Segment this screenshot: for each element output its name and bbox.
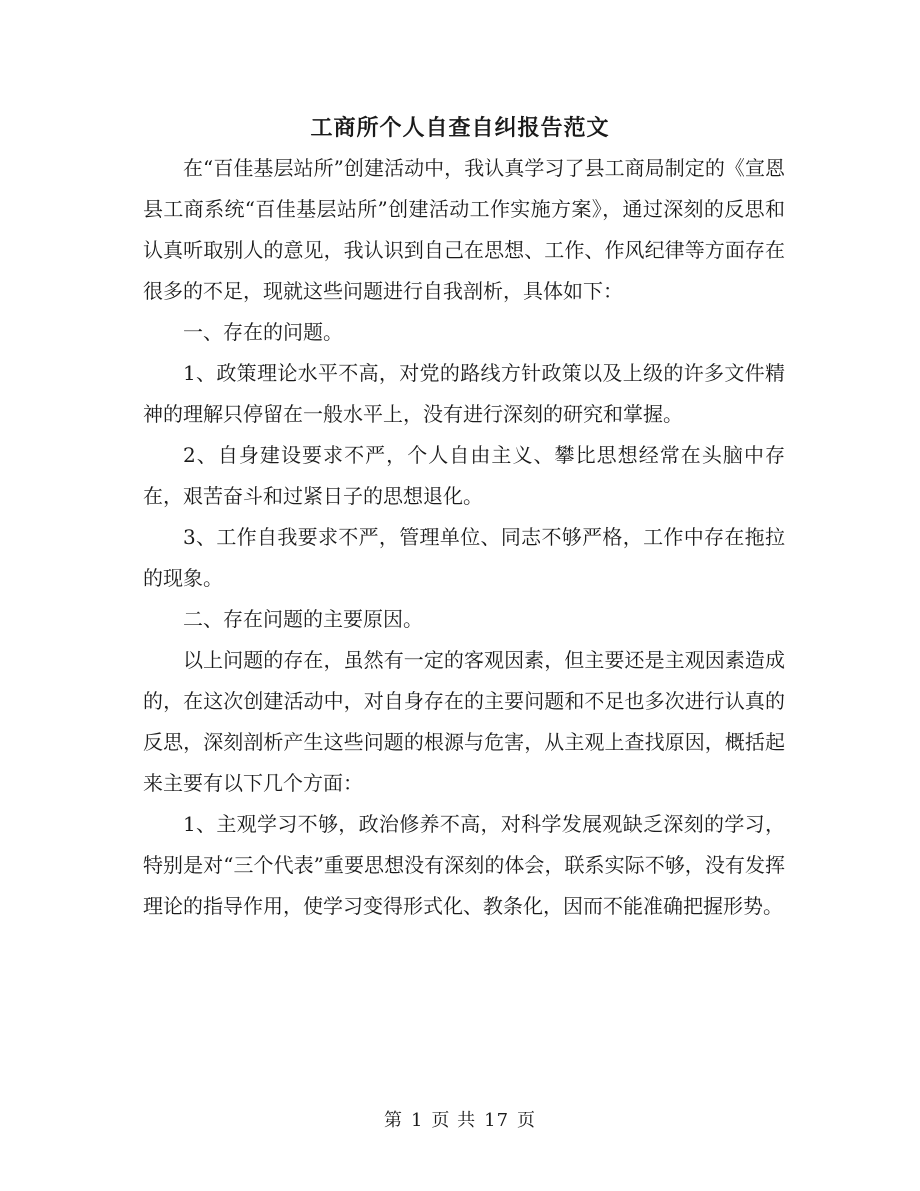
footer-suffix: 页 (517, 1110, 537, 1131)
section-heading-causes: 二、存在问题的主要原因。 (183, 607, 423, 631)
paragraph-problem-2: 2、自身建设要求不严，个人自由主义、攀比思想经常在头脑中存在，艰苦奋斗和过紧日子的思想退化。 (143, 443, 785, 508)
footer-middle: 页 共 (431, 1110, 477, 1131)
paragraph-intro: 在“百佳基层站所”创建活动中，我认真学习了县工商局制定的《宣恩县工商系统“百佳基层站所”创建活动工作实施方案》，通过深刻的反思和认真听取别人的意见，我认识到自己在思想、工作、作风纪律等方面存在很多的不足，现就这些问题进行自我剖析，具体如下： (143, 156, 785, 303)
paragraph-cause-1: 1、主观学习不够，政治修养不高，对科学发展观缺乏深刻的学习，特别是对“三个代表”重要思想没有深刻的体会，联系实际不够，没有发挥理论的指导作用，使学习变得形式化、教条化，因而不能准确把握形势。 (143, 812, 785, 918)
section-heading-problems: 一、存在的问题。 (183, 320, 343, 344)
page-footer (0, 1108, 920, 1134)
paragraph-problem-3: 3、工作自我要求不严，管理单位、同志不够严格，工作中存在拖拉的现象。 (143, 525, 785, 590)
footer-prefix: 第 (383, 1110, 403, 1131)
footer-page-number: 1 (410, 1110, 424, 1131)
document-title: 工商所个人自查自纠报告范文 (310, 115, 610, 141)
document-body (143, 148, 785, 927)
paragraph-problem-1: 1、政策理论水平不高，对党的路线方针政策以及上级的许多文件精神的理解只停留在一般水平上，没有进行深刻的研究和掌握。 (143, 361, 785, 426)
paragraph-causes-intro: 以上问题的存在，虽然有一定的客观因素，但主要还是主观因素造成的，在这次创建活动中，对自身存在的主要问题和不足也多次进行认真的反思，深刻剖析产生这些问题的根源与危害，从主观上查找原因，概括起来主要有以下几个方面： (143, 648, 785, 795)
footer-total-pages: 17 (484, 1110, 510, 1131)
